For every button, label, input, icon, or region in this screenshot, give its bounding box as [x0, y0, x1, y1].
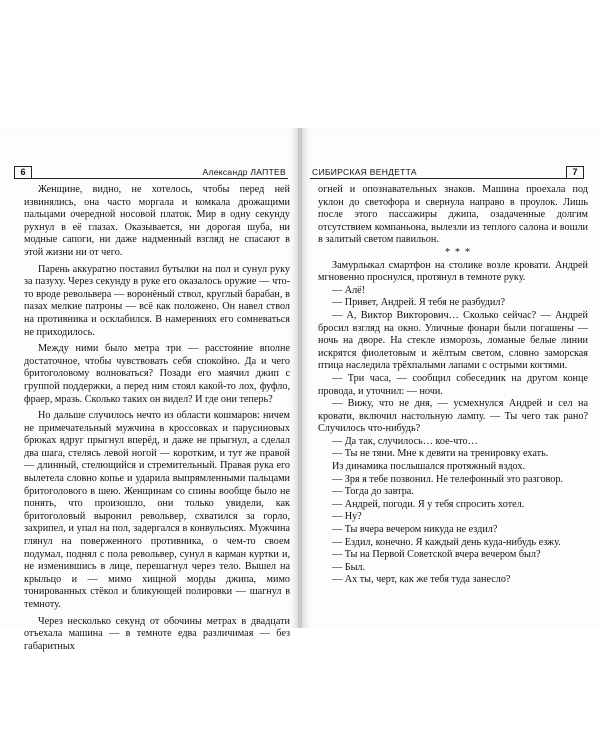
running-head-title: СИБИРСКАЯ ВЕНДЕТТА	[312, 167, 417, 177]
left-page	[0, 128, 300, 652]
right-page	[300, 128, 600, 628]
dialogue-line: — Три часа, — сообщил собеседник на другом конце провода, и уточнил: — ночи.	[318, 372, 588, 397]
dialogue-line: — Да так, случилось… кое-что…	[332, 435, 478, 447]
dialogue-line: — Ах ты, черт, как же тебя туда занесло?	[332, 574, 511, 586]
right-page-body	[318, 184, 588, 587]
dialogue-line: — Ты не тяни. Мне к девяти на тренировку ехать.	[332, 448, 549, 460]
dialogue-line: — Ты на Первой Советской вчера вечером был?	[332, 549, 541, 561]
book-spread	[0, 128, 600, 652]
right-page-header	[310, 166, 584, 179]
paragraph: Между ними было метра три — расстояние вполне достаточное, чтобы чувствовать себя спокойно. Да и чего бритоголовому волноваться? Позади его маячил джип с группой поддержки, а перед ним стоял какой-то лох, фуфло, фраер, мразь. Сколько таких он видел? И где они теперь?	[24, 343, 290, 405]
dialogue-line: — Ну?	[332, 511, 362, 523]
dialogue-line: — Тогда до завтра.	[332, 486, 414, 498]
section-separator: ***	[445, 246, 475, 258]
dialogue-line: — Андрей, погоди. Я у тебя спросить хотел.	[332, 498, 525, 510]
dialogue-line: — Привет, Андрей. Я тебя не разбудил?	[332, 297, 505, 309]
running-head-author: Александр ЛАПТЕВ	[202, 167, 286, 177]
left-page-number: 6	[14, 166, 32, 178]
dialogue-line: — А, Виктор Викторович… Сколько сейчас? — Андрей бросил взгляд на окно. Уличные фонари были погашены — ночь на дворе. На стекле изморозь, ломаные белые линии искрятся фиолетовым и жёлтым светом, словно заморская птица наследила трёхпалыми лапами с острыми когтями.	[318, 309, 588, 372]
dialogue-line: — Алё!	[332, 284, 366, 296]
dialogue-line: — Вижу, что не дня, — усмехнулся Андрей и сел на кровати, включил настольную лампу. — Ты чего так рано? Случилось что-нибудь?	[318, 398, 588, 435]
dialogue-line: — Ты вчера вечером никуда не ездил?	[332, 524, 498, 536]
right-page-number: 7	[566, 166, 584, 178]
left-page-header	[14, 166, 288, 179]
paragraph-continuation: огней и опознавательных знаков. Машина проехала под уклон до светофора и свернула направо в проулок. Лишь после этого пассажиры джипа, озадаченные долгим отсутствием компаньона, вылезли из теплого салона и вошли в залитый светом павильон.	[318, 184, 588, 246]
paragraph: Через несколько секунд от обочины метрах в двадцати отъехала машина — в темноте едва различимая — без габаритных	[24, 615, 290, 652]
paragraph: Замурлыкал смартфон на столике возле кровати. Андрей мгновенно проснулся, протянул в темноте руку.	[318, 259, 588, 284]
book-gutter	[298, 128, 302, 628]
paragraph: Из динамика послышался протяжный вздох.	[332, 461, 525, 473]
paragraph: Женщине, видно, не хотелось, чтобы перед ней извинялись, она часто моргала и комкала дрожащими пальцами очередной носовой платок. Мир в одну секунду рухнул в её глазах. Оказывается, ни дорогая шуба, ни модные сапоги, ни даже надменный взгляд не спасают в этой жизни ни от чего.	[24, 184, 290, 258]
dialogue-line: — Зря я тебе позвонил. Не телефонный это разговор.	[332, 473, 564, 485]
paragraph: Парень аккуратно поставил бутылки на пол и сунул руку за пазуху. Через секунду в руке его оказалось оружие — что-то вроде револьвера — воронёный ствол, круглый барабан, в пазах мелкие патроны — всё как положено. Он навел ствол на противника и осклабился. В намерениях его сомневаться не приходилось.	[24, 263, 290, 338]
dialogue-line: — Был.	[332, 561, 366, 573]
dialogue-line: — Ездил, конечно. Я каждый день куда-нибудь езжу.	[332, 536, 561, 548]
left-page-body	[24, 184, 290, 653]
paragraph: Но дальше случилось нечто из области кошмаров: ничем не примечательный мужчина в кроссовках и парусиновых брюках вдруг прыгнул вперёд, и даже не прыгнул, а сделал два шага, стелясь левой ногой — коротким, и тут же правой — длинный, стелющийся и стремительный. Правая рука его вылетела словно копье и ударила выпрямленными пальцами бритоголового в шею. Женщинам со спины вообще было не понять, что произошло, они только увидели, как бритоголовый выронил револьвер, схватился за горло, захрипел, и упал на пол, задергался в конвульсиях. Мужчина глянул на поверженного противника, о чем-то своем подумал, поднял с пола револьвер, сунул в карман куртки и, не изменившись в лице, перешагнул через тело. Вышел на крыльцо и — мимо хищной морды джипа, мимо тонированных стёкол и бликующей полировки — шагнул в темноту.	[24, 410, 290, 610]
